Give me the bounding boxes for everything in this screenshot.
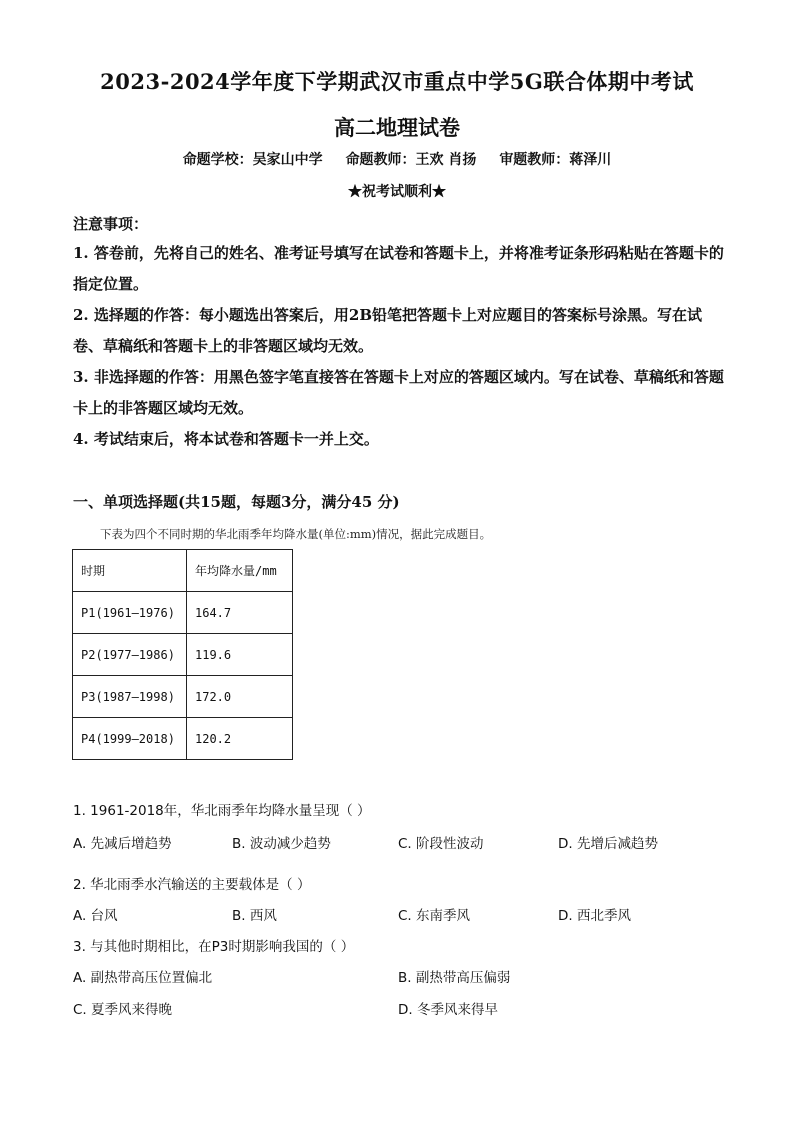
question-2-option-d: D. 西北季风 <box>558 908 631 924</box>
table-cell-period: P3(1987—1998) <box>73 676 187 718</box>
table-cell-value: 120.2 <box>187 718 293 760</box>
table-row <box>73 592 293 634</box>
question-2-option-b: B. 西风 <box>232 908 277 924</box>
table-row <box>73 634 293 676</box>
wish-line: ★祝考试顺利★ <box>348 184 446 200</box>
question-3-option-c: C. 夏季风来得晚 <box>73 1002 173 1018</box>
question-2-option-c: C. 东南季风 <box>398 908 471 924</box>
note-item-2: 2. 选择题的作答：每小题选出答案后，用2B铅笔把答题卡上对应题目的答案标号涂黑。写在试卷、草稿纸和答题卡上的非答题区域均无效。 <box>73 306 703 355</box>
question-3-option-b: B. 副热带高压偏弱 <box>398 970 511 986</box>
precipitation-table <box>72 549 293 760</box>
question-2-stem: 2. 华北雨季水汽输送的主要载体是（ ） <box>73 877 311 893</box>
exam-subtitle: 高二地理试卷 <box>334 115 460 140</box>
table-cell-value: 172.0 <box>187 676 293 718</box>
question-1-stem: 1. 1961-2018年，华北雨季年均降水量呈现（ ） <box>73 803 371 819</box>
exam-title: 2023-2024学年度下学期武汉市重点中学5G联合体期中考试 <box>100 69 694 94</box>
note-item-4: 4. 考试结束后，将本试卷和答题卡一并上交。 <box>73 430 379 448</box>
section-heading: 一、单项选择题(共15题，每题3分，满分45 分) <box>73 493 400 511</box>
table-cell-period: P2(1977—1986) <box>73 634 187 676</box>
teachers-label: 命题教师：王欢 肖扬 <box>345 152 477 168</box>
author-line <box>0 149 794 169</box>
note-item-3: 3. 非选择题的作答：用黑色签字笔直接答在答题卡上对应的答题区域内。写在试卷、草稿纸和答题卡上的非答题区域均无效。 <box>73 368 724 417</box>
question-1-option-c: C. 阶段性波动 <box>398 836 484 852</box>
question-3-stem: 3. 与其他时期相比，在P3时期影响我国的（ ） <box>73 939 355 955</box>
question-1-option-a: A. 先减后增趋势 <box>73 836 172 852</box>
question-3-option-d: D. 冬季风来得早 <box>398 1002 498 1018</box>
table-header-precip: 年均降水量/mm <box>187 550 293 592</box>
table-header-period: 时期 <box>73 550 187 592</box>
table-cell-period: P1(1961—1976) <box>73 592 187 634</box>
question-1-option-d: D. 先增后减趋势 <box>558 836 658 852</box>
table-cell-period: P4(1999—2018) <box>73 718 187 760</box>
table-row <box>73 718 293 760</box>
school-label: 命题学校：吴家山中学 <box>182 152 323 168</box>
question-3-option-a: A. 副热带高压位置偏北 <box>73 970 213 986</box>
table-row <box>73 676 293 718</box>
note-item-1: 1. 答卷前，先将自己的姓名、准考证号填写在试卷和答题卡上，并将准考证条形码粘贴在答题卡的指定位置。 <box>73 244 724 293</box>
reviewer-label: 审题教师：蒋泽川 <box>499 152 612 168</box>
question-2-option-a: A. 台风 <box>73 908 118 924</box>
table-cell-value: 119.6 <box>187 634 293 676</box>
table-intro: 下表为四个不同时期的华北雨季年均降水量(单位:mm)情况，据此完成题目。 <box>100 527 492 541</box>
table-header-row <box>73 550 293 592</box>
table-cell-value: 164.7 <box>187 592 293 634</box>
notes-heading: 注意事项： <box>73 215 149 233</box>
question-1-option-b: B. 波动减少趋势 <box>232 836 331 852</box>
